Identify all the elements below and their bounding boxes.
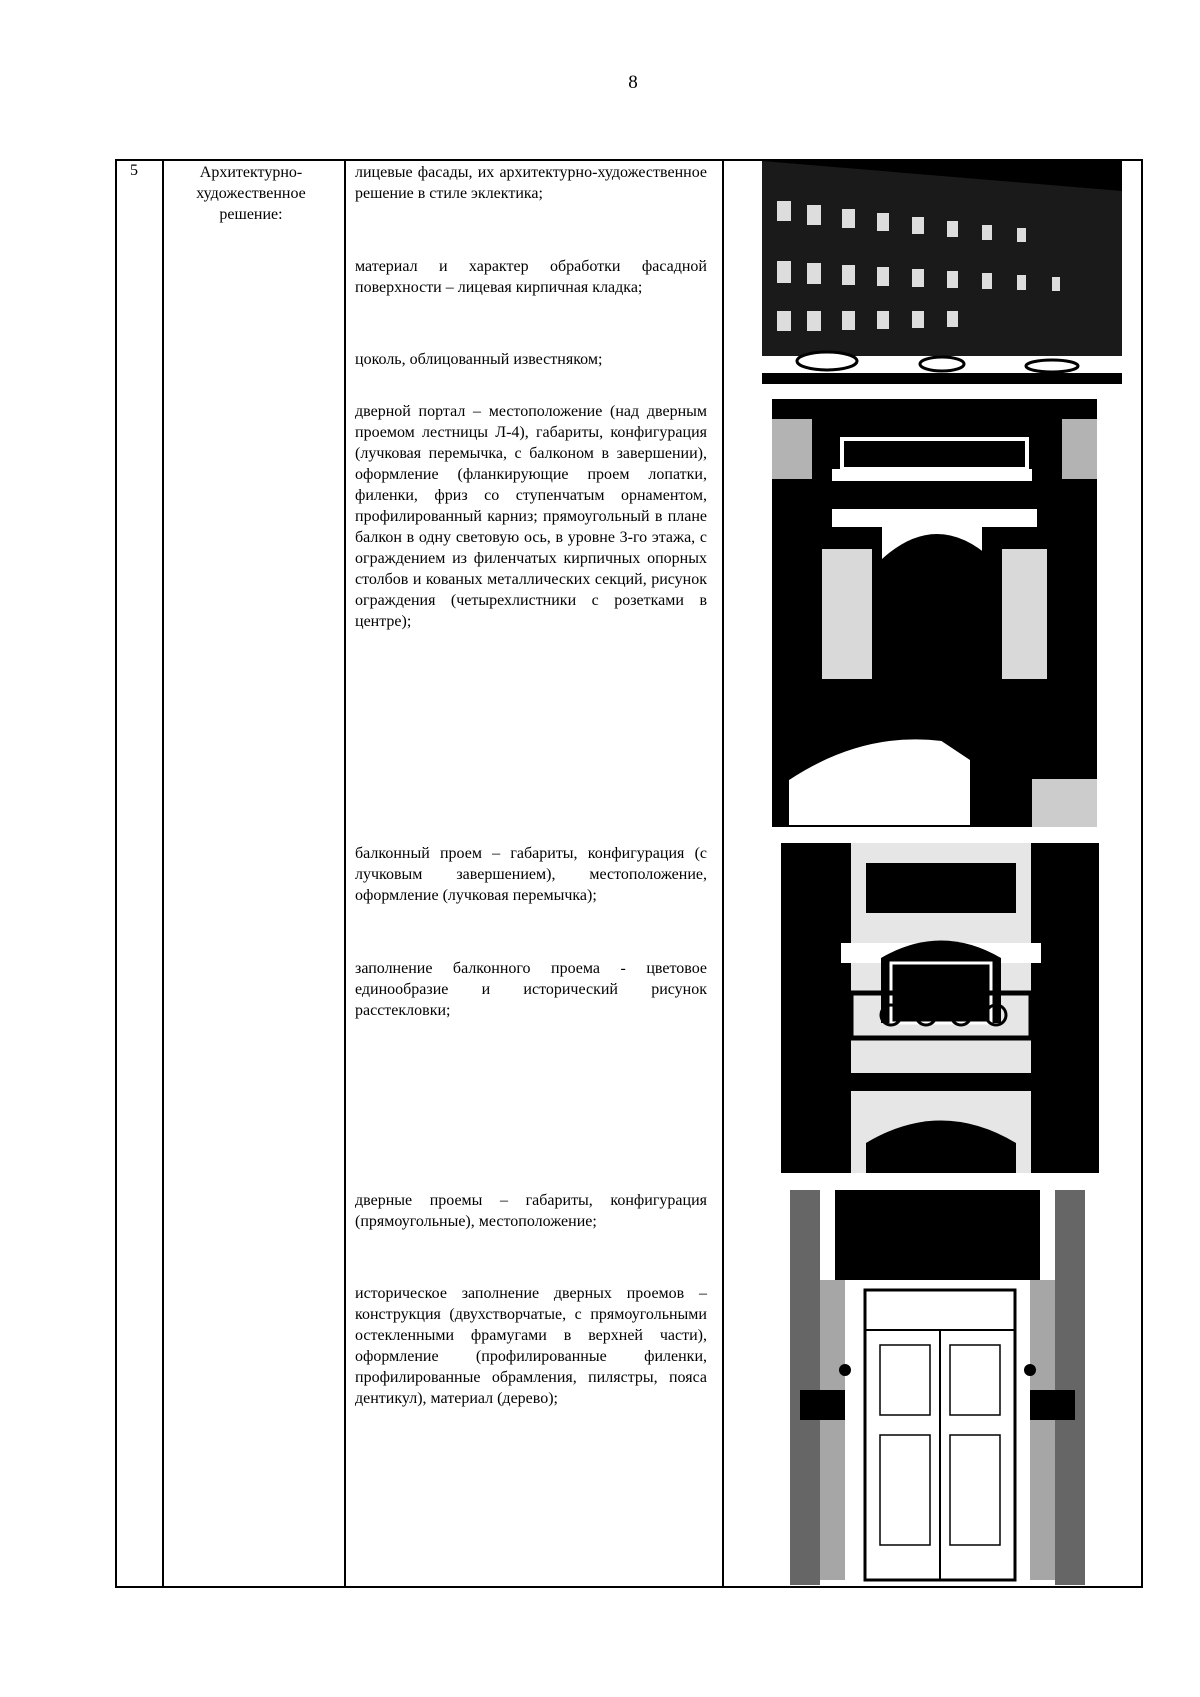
paragraph-material: материал и характер обработки фасадной поверхности – лицевая кирпичная кладка; xyxy=(355,258,707,296)
paragraph-door-openings: дверные проемы – габариты, конфигурация (прямоугольные), местоположение; xyxy=(355,1192,707,1230)
column-divider xyxy=(344,159,346,1588)
page-number: 8 xyxy=(628,72,638,93)
paragraph-historic-door: историческое заполнение дверных проемов – конструкция (двухстворчатые, с прямоугольными остекленными фрамугами в верхней части), оформление (профилированные филенки, профилированные обрамления, пилястры, пояса дентикул), материал (дерево); xyxy=(355,1285,707,1407)
paragraph-plinth: цоколь, облицованный известняком; xyxy=(355,351,603,368)
column-divider xyxy=(162,159,164,1588)
facade-street-photo xyxy=(762,161,1122,384)
row-number: 5 xyxy=(130,162,138,179)
paragraph-facades: лицевые фасады, их архитектурно-художественное решение в стиле эклектика; xyxy=(355,164,707,202)
row-title: Архитектурно-художественное решение: xyxy=(196,164,306,223)
paragraph-balcony-opening: балконный проем – габариты, конфигурация (с лучковым завершением), местоположение, оформление (лучковая перемычка); xyxy=(355,845,707,904)
historic-door-photo xyxy=(790,1190,1085,1585)
paragraph-balcony-filling: заполнение балконного проема - цветовое единообразие и исторический рисунок расстекловки; xyxy=(355,960,707,1019)
balcony-opening-photo xyxy=(781,843,1099,1173)
column-divider xyxy=(722,159,724,1588)
door-portal-photo xyxy=(772,399,1097,827)
paragraph-door-portal: дверной портал – местоположение (над дверным проемом лестницы Л-4), габариты, конфигурация (лучковая перемычка, с балконом в завершении), оформление (фланкирующие проем лопатки, филенки, фриз со ступенчатым орнаментом, профилированный карниз; прямоугольный в плане балкон в одну световую ось, в уровне 3-го этажа, с ограждением из филенчатых кирпичных опорных столбов и кованых металлических секций, рисунок ограждения (четырехлистники с розетками в центре); xyxy=(355,403,707,630)
